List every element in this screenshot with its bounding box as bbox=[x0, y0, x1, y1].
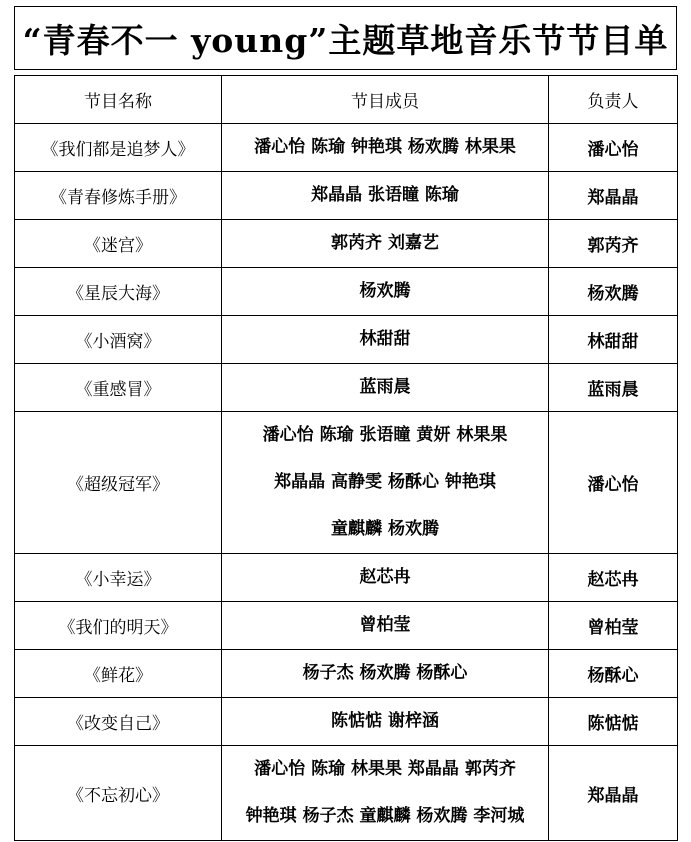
program-members-cell bbox=[222, 746, 549, 841]
members-line: 陈惦惦 谢梓涵 bbox=[331, 711, 439, 731]
program-owner-cell: 赵芯冉 bbox=[549, 554, 678, 602]
program-members-cell bbox=[222, 124, 549, 172]
table-row bbox=[15, 412, 678, 554]
program-name-cell: 《小酒窝》 bbox=[15, 316, 222, 364]
program-name-cell: 《迷宫》 bbox=[15, 220, 222, 268]
members-line: 杨子杰 杨欢腾 杨酥心 bbox=[302, 663, 468, 683]
program-name-cell: 《改变自己》 bbox=[15, 698, 222, 746]
column-header-owner: 负责人 bbox=[549, 76, 678, 124]
program-name-cell: 《重感冒》 bbox=[15, 364, 222, 412]
table-row bbox=[15, 602, 678, 650]
program-members-cell bbox=[222, 364, 549, 412]
program-members-cell bbox=[222, 268, 549, 316]
table-row bbox=[15, 650, 678, 698]
header-row bbox=[15, 76, 678, 124]
members-line: 杨欢腾 bbox=[359, 281, 411, 301]
program-name-cell: 《超级冠军》 bbox=[15, 412, 222, 554]
table-row bbox=[15, 316, 678, 364]
members-line: 童麒麟 杨欢腾 bbox=[331, 519, 439, 539]
table-row bbox=[15, 364, 678, 412]
program-owner-cell: 陈惦惦 bbox=[549, 698, 678, 746]
program-owner-cell: 潘心怡 bbox=[549, 412, 678, 554]
members-line: 林甜甜 bbox=[359, 329, 411, 349]
program-owner-cell: 潘心怡 bbox=[549, 124, 678, 172]
program-table bbox=[14, 75, 678, 841]
program-name-cell: 《不忘初心》 bbox=[15, 746, 222, 841]
table-row bbox=[15, 746, 678, 841]
program-owner-cell: 杨欢腾 bbox=[549, 268, 678, 316]
table-row bbox=[15, 268, 678, 316]
program-owner-cell: 曾柏莹 bbox=[549, 602, 678, 650]
table-row bbox=[15, 554, 678, 602]
program-name-cell: 《青春修炼手册》 bbox=[15, 172, 222, 220]
table-row bbox=[15, 698, 678, 746]
program-members-cell bbox=[222, 698, 549, 746]
column-header-members: 节目成员 bbox=[222, 76, 549, 124]
members-line: 郭芮齐 刘嘉艺 bbox=[331, 233, 439, 253]
program-name-cell: 《鲜花》 bbox=[15, 650, 222, 698]
program-members-cell bbox=[222, 554, 549, 602]
members-line: 曾柏莹 bbox=[359, 615, 411, 635]
program-members-cell bbox=[222, 220, 549, 268]
members-line: 潘心怡 陈瑜 张语瞳 黄妍 林果果 bbox=[262, 425, 508, 445]
program-members-cell bbox=[222, 316, 549, 364]
program-owner-cell: 杨酥心 bbox=[549, 650, 678, 698]
members-line: 钟艳琪 杨子杰 童麒麟 杨欢腾 李河城 bbox=[245, 806, 525, 826]
program-name-cell: 《我们都是追梦人》 bbox=[15, 124, 222, 172]
program-owner-cell: 郑晶晶 bbox=[549, 172, 678, 220]
table-row bbox=[15, 172, 678, 220]
table-row bbox=[15, 124, 678, 172]
members-line: 潘心怡 陈瑜 林果果 郑晶晶 郭芮齐 bbox=[254, 759, 516, 779]
page-title: “青春不一 young”主题草地音乐节节目单 bbox=[14, 6, 677, 70]
program-owner-cell: 蓝雨晨 bbox=[549, 364, 678, 412]
members-line: 郑晶晶 高静雯 杨酥心 钟艳琪 bbox=[274, 472, 496, 492]
program-owner-cell: 郭芮齐 bbox=[549, 220, 678, 268]
program-name-cell: 《星辰大海》 bbox=[15, 268, 222, 316]
program-members-cell bbox=[222, 650, 549, 698]
members-line: 潘心怡 陈瑜 钟艳琪 杨欢腾 林果果 bbox=[254, 137, 516, 157]
members-line: 郑晶晶 张语瞳 陈瑜 bbox=[311, 185, 459, 205]
program-members-cell bbox=[222, 412, 549, 554]
program-name-cell: 《我们的明天》 bbox=[15, 602, 222, 650]
program-owner-cell: 郑晶晶 bbox=[549, 746, 678, 841]
program-owner-cell: 林甜甜 bbox=[549, 316, 678, 364]
program-members-cell bbox=[222, 172, 549, 220]
table-row bbox=[15, 220, 678, 268]
column-header-name: 节目名称 bbox=[15, 76, 222, 124]
members-line: 赵芯冉 bbox=[359, 567, 411, 587]
program-members-cell bbox=[222, 602, 549, 650]
members-line: 蓝雨晨 bbox=[359, 377, 411, 397]
program-name-cell: 《小幸运》 bbox=[15, 554, 222, 602]
